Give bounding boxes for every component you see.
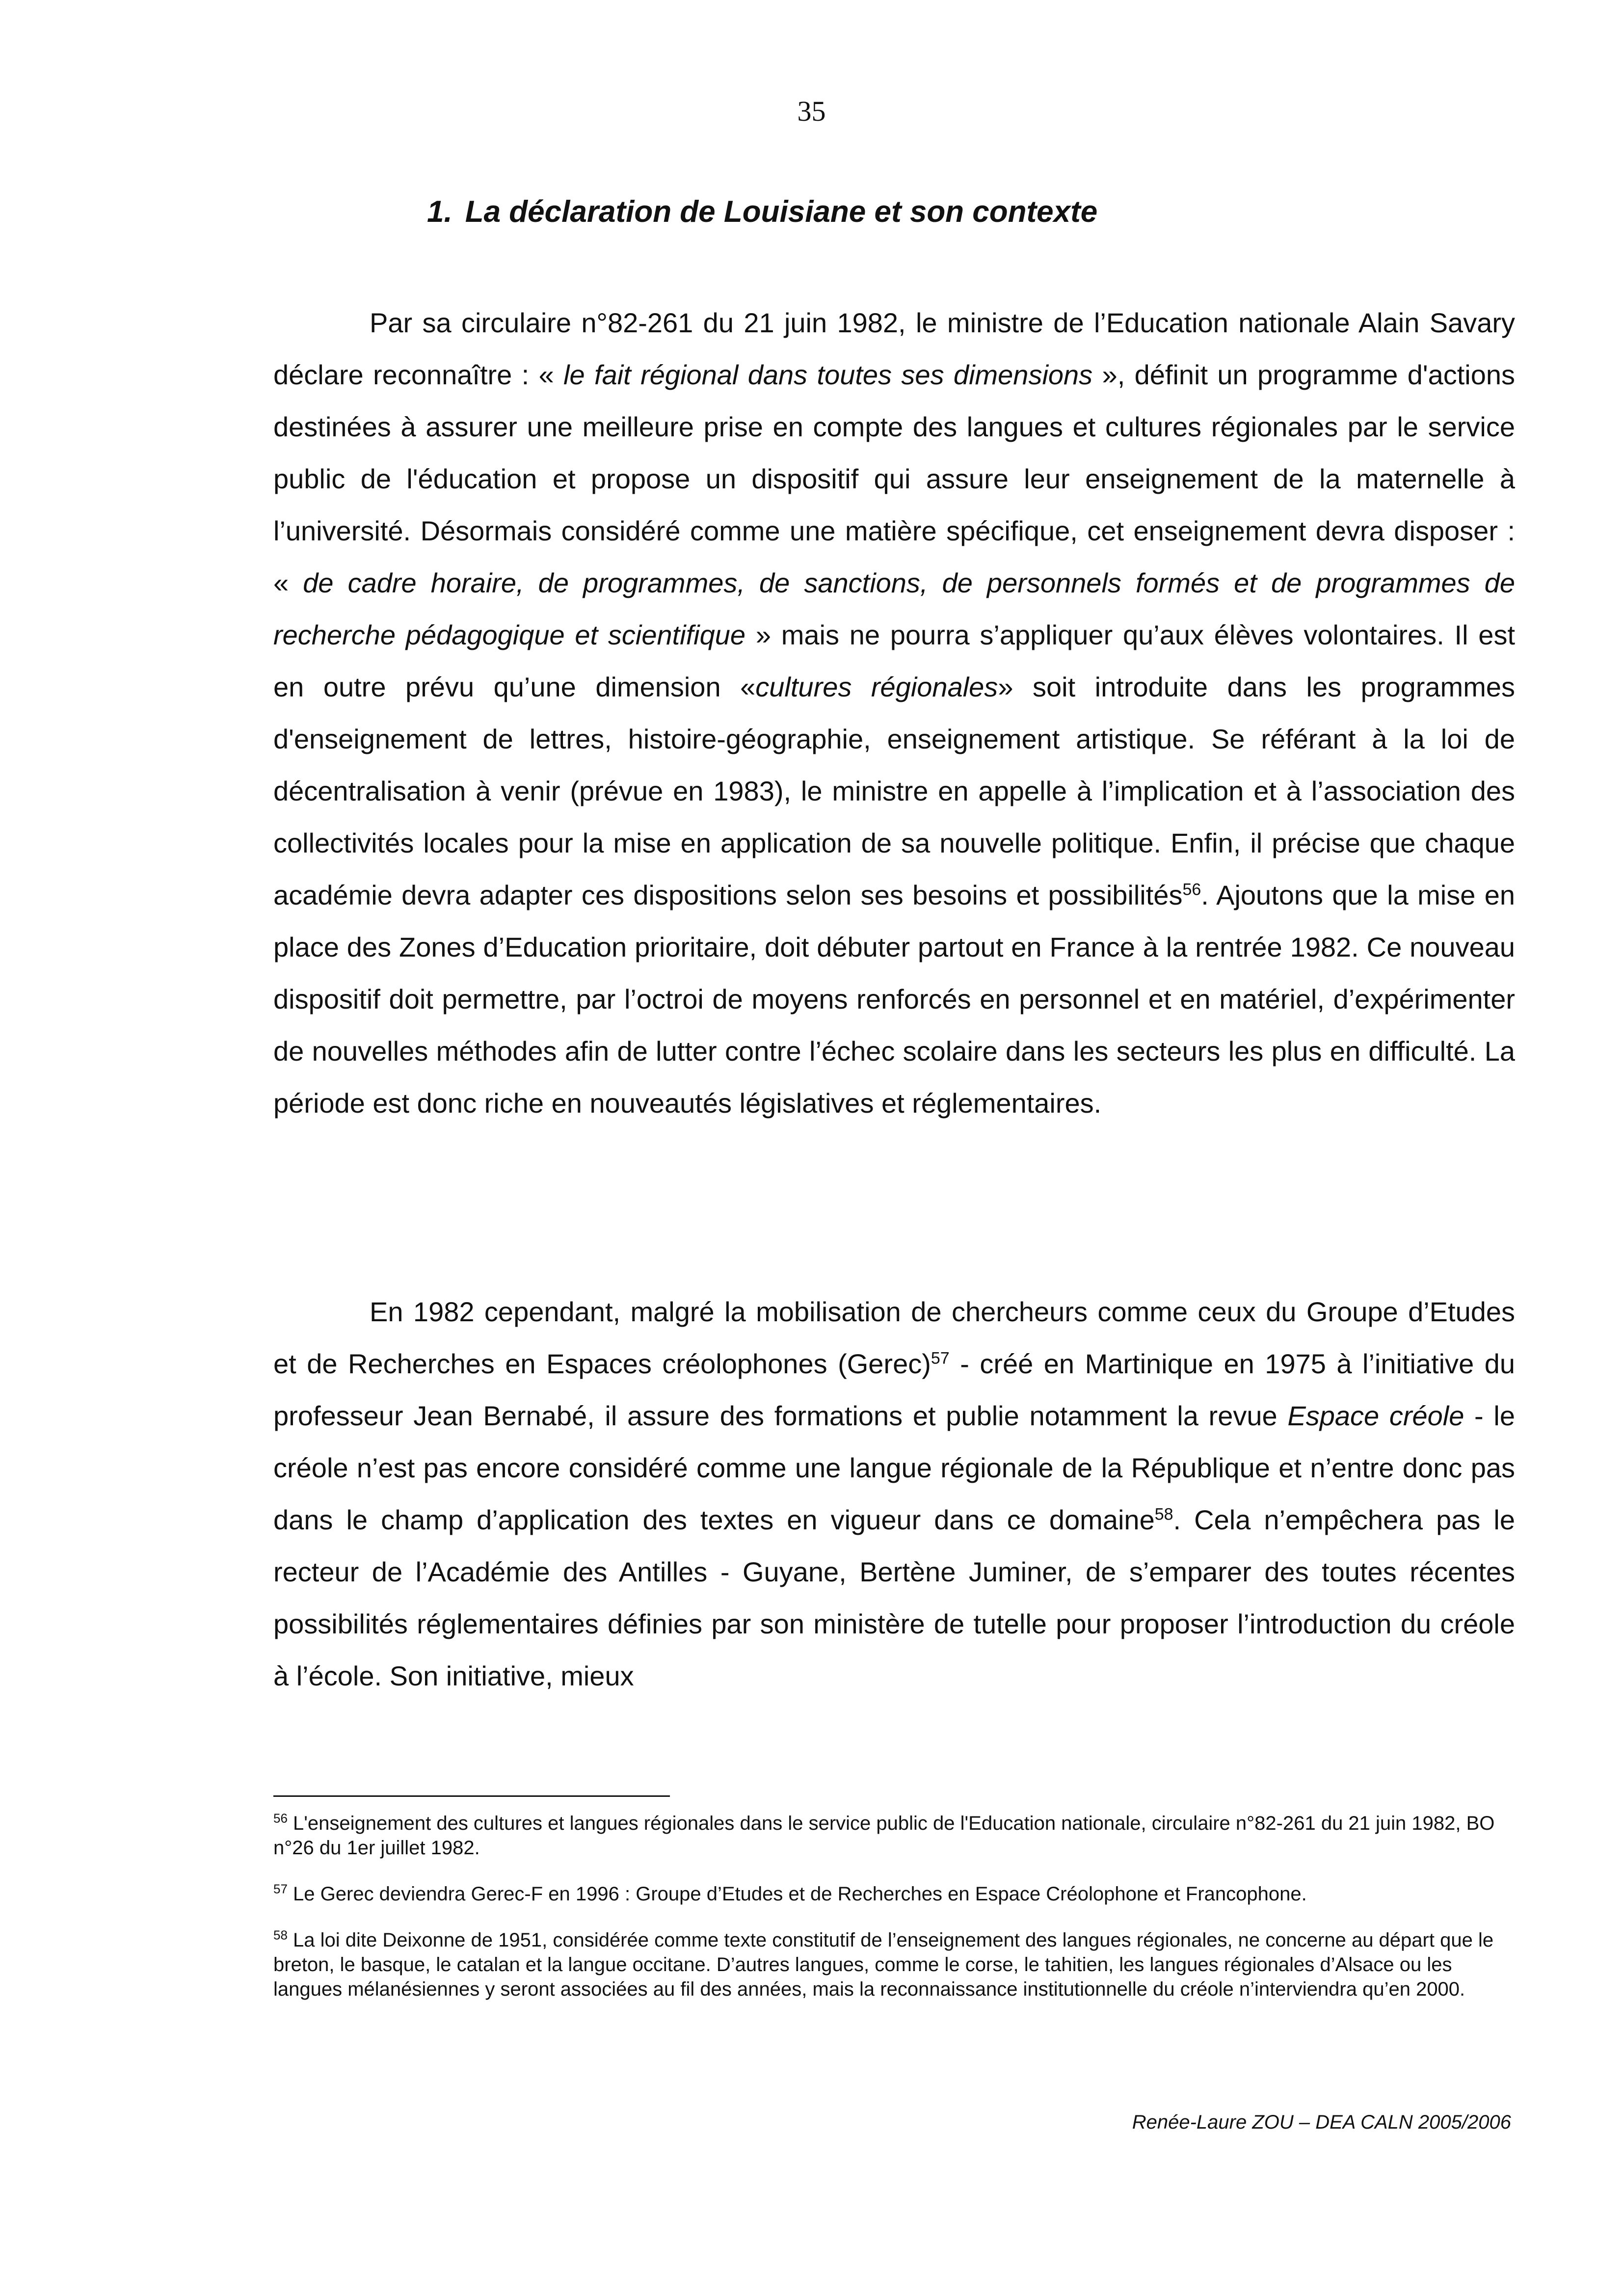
body-paragraph-1 — [273, 297, 1515, 1129]
quote-italic: le fait régional dans toutes ses dimensions — [563, 359, 1093, 390]
section-heading — [427, 194, 1097, 230]
text-run: » mais ne pourra s’appliquer qu’aux élèves volontaires. Il est en outre prévu qu’une dimension « — [273, 619, 1516, 702]
footnote-separator — [273, 1795, 670, 1797]
footnote-number: 57 — [273, 1881, 288, 1896]
text-run: - le créole n’est pas encore considéré comme une langue régionale de la République et n’entre donc pas dans le champ d’application des textes en vigueur dans ce domaine — [273, 1400, 1515, 1535]
quote-italic: cultures régionales — [755, 671, 998, 702]
footnote-ref[interactable]: 56 — [1182, 880, 1201, 899]
page-number: 35 — [797, 95, 826, 127]
section-heading-number: 1. — [427, 195, 452, 229]
text-run: » soit introduite dans les programmes d'enseignement de lettres, histoire-géographie, enseignement artistique. Se référant à la loi de décentralisation à venir (prévue en 1983), le ministre en appelle à l’implication et à l’association des collectivités locales pour la mise en application de sa nouvelle politique. Enfin, il précise que chaque académie devra adapter ces dispositions selon ses besoins et possibilités — [273, 671, 1516, 910]
text-run: . Cela n’empêchera pas le recteur de l’Académie des Antilles - Guyane, Bertène Juminer, de s’emparer des toutes récentes possibilités réglementaires définies par son ministère de tutelle pour proposer l’introduction du créole à l’école. Son initiative, mieux — [273, 1504, 1515, 1691]
section-heading-text: La déclaration de Louisiane et son contexte — [465, 195, 1098, 229]
text-run: . Ajoutons que la mise en place des Zones d’Education prioritaire, doit débuter partout en France à la rentrée 1982. Ce nouveau dispositif doit permettre, par l’octroi de moyens renforcés en personnel et en matériel, d’expérimenter de nouvelles méthodes afin de lutter contre l’échec scolaire dans les secteurs les plus en difficulté. La période est donc riche en nouveautés législatives et réglementaires. — [273, 880, 1516, 1119]
quote-italic: de cadre horaire, de programmes, de sanctions, de personnels formés et de programmes de recherche pédagogique et scientifique — [273, 567, 1515, 650]
footnote-57 — [273, 1882, 1515, 1906]
text-run: - créé en Martinique en 1975 à l’initiative du professeur Jean Bernabé, il assure des formations et publie notamment la revue — [273, 1348, 1515, 1431]
text-run: Par sa circulaire n°82-261 du 21 juin 1982, le ministre de l’Education nationale Alain Savary déclare reconnaître : « — [273, 307, 1515, 390]
footnote-number: 56 — [273, 1811, 288, 1826]
footnotes — [273, 1811, 1515, 2023]
footnote-text: Le Gerec deviendra Gerec-F en 1996 : Groupe d’Etudes et de Recherches en Espace Créolophone et Francophone. — [287, 1883, 1307, 1905]
title-italic: Espace créole — [1287, 1400, 1464, 1431]
footnote-text: L'enseignement des cultures et langues régionales dans le service public de l'Education nationale, circulaire n°82-261 du 21 juin 1982, BO n°26 du 1er juillet 1982. — [273, 1813, 1495, 1859]
footnote-58 — [273, 1928, 1515, 2002]
page-footer: Renée-Laure ZOU – DEA CALN 2005/2006 — [1132, 2111, 1511, 2133]
footnote-ref[interactable]: 57 — [931, 1349, 950, 1368]
footnote-56 — [273, 1811, 1515, 1860]
body-paragraph-2 — [273, 1286, 1515, 1702]
text-run: En 1982 cependant, malgré la mobilisation de chercheurs comme ceux du Groupe d’Etudes et de Recherches en Espaces créolophones (Gerec) — [273, 1296, 1515, 1379]
footnote-number: 58 — [273, 1927, 288, 1943]
footnote-text: La loi dite Deixonne de 1951, considérée comme texte constitutif de l’enseignement des langues régionales, ne concerne au départ que le breton, le basque, le catalan et la langue occitane. D’autres langues, comme le corse, le tahitien, les langues régionales d’Alsace ou les langues mélanésiennes y seront associées au fil des années, mais la reconnaissance institutionnelle du créole n’interviendra qu’en 2000. — [273, 1929, 1494, 2000]
footnote-ref[interactable]: 58 — [1154, 1505, 1173, 1524]
text-run: », définit un programme d'actions destinées à assurer une meilleure prise en compte des langues et cultures régionales par le service public de l'éducation et propose un dispositif qui assure leur enseignement de la maternelle à l’université. Désormais considéré comme une matière spécifique, cet enseignement devra disposer : « — [273, 359, 1515, 598]
